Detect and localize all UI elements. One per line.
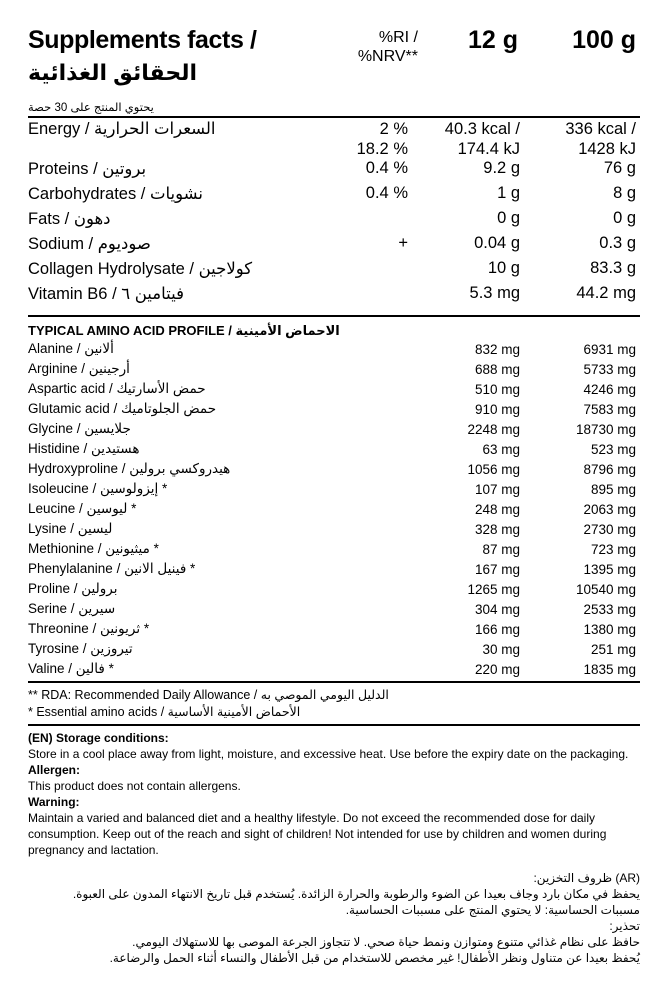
ar-line-4: تحذير: [609,919,640,933]
amino-per-100g: 2533 mg [583,601,636,617]
amino-row [28,579,640,599]
amino-per-12g: 63 mg [482,441,520,457]
amino-name: Phenylalanine / فينيل الانين * [28,561,196,576]
amino-row [28,339,640,359]
ar-line-1: (AR) ظروف التخزين: [533,871,640,885]
nutrient-row [28,209,640,234]
nutrient-ri [328,209,408,234]
essential-note: * Essential amino acids / الأحماض الأمينية الأساسية [28,705,301,719]
nutrient-name [28,184,328,209]
amino-per-12g: 220 mg [474,661,520,677]
nutrient-ri [328,159,408,184]
amino-per-12g: 688 mg [474,361,520,377]
nutrient-per-12g [408,259,520,284]
nutrient-row [28,234,640,259]
amino-name: Threonine / ثريونين * [28,621,150,636]
nutrient-row [28,284,640,309]
nutrient-per-100g [520,209,640,234]
amino-row [28,479,640,499]
amino-per-100g: 5733 mg [583,361,636,377]
amino-table [28,339,640,679]
amino-name: Glycine / جلايسين [28,421,131,436]
amino-per-12g: 30 mg [482,641,520,657]
nutrient-ri [328,184,408,209]
nutrient-name-line: Collagen Hydrolysate / كولاجين [28,260,253,278]
amino-row [28,599,640,619]
nutrient-per-100g [520,184,640,209]
nutrient-per-100g-line: 8 g [613,184,636,202]
amino-name: Serine / سيرين [28,601,116,616]
nutrient-per-12g-line: 1 g [497,184,520,202]
nutrient-per-12g-line: 40.3 kcal / [444,120,520,138]
ar-line-5: حافظ على نظام غذائي متنوع ومتوازن ونمط حياة صحي. لا تتجاوز الجرعة الموصى بها للاستهلاك اليومي. [132,935,640,949]
column-12g-label: 12 g [467,26,518,54]
nutrient-per-12g [408,184,520,209]
amino-name: Histidine / هستيدين [28,441,140,456]
nutrient-per-100g-line: 1428 kJ [578,140,636,158]
nutrient-row [28,184,640,209]
nutrient-ri-line: 0.4 % [365,184,408,202]
amino-row [28,639,640,659]
amino-per-100g: 10540 mg [575,581,636,597]
nutrient-name [28,159,328,184]
nutrient-ri-line: 18.2 % [356,140,408,158]
nutrient-per-100g [520,234,640,259]
amino-name: Glutamic acid / حمض الجلوتاميك [28,401,217,416]
facts-header [28,26,640,98]
nutrient-name [28,259,328,284]
nutrient-ri [328,118,408,159]
nutrient-per-100g [520,284,640,309]
nutrient-per-100g [520,159,640,184]
ri-label-1: %RI / [378,29,418,46]
amino-name: Proline / برولين [28,581,118,596]
nutrient-name [28,209,328,234]
storage-text: Store in a cool place away from light, moisture, and excessive heat. Use before the expiry date on the packaging. [28,747,629,761]
supplement-facts-panel [28,26,640,966]
nutrient-per-12g-line: 0.04 g [474,234,520,252]
nutrient-per-12g [408,284,520,309]
amino-per-100g: 6931 mg [583,341,636,357]
amino-name: Alanine / ألانين [28,341,114,356]
ar-line-6: يُحفظ بعيدا عن متناول ونظر الأطفال! غير مخصص للاستخدام من قبل الأطفال والنساء أثناء الحمل والرضاعة. [109,951,640,965]
amino-row [28,499,640,519]
amino-per-100g: 4246 mg [583,381,636,397]
nutrient-per-12g-line: 0 g [497,209,520,227]
amino-name: Arginine / أرجينين [28,361,130,376]
ri-label-2: %NRV** [357,48,418,65]
nutrients-table [28,118,640,309]
amino-row [28,619,640,639]
nutrient-ri [328,259,408,284]
amino-name: Leucine / ليوسين * [28,501,137,516]
nutrient-per-100g-line: 0 g [613,209,636,227]
amino-row [28,539,640,559]
nutrient-name-line: Fats / دهون [28,210,111,228]
nutrient-row [28,259,640,284]
ar-line-3: مسببات الحساسية: لا يحتوي المنتج على مسببات الحساسية. [345,903,640,917]
amino-row [28,519,640,539]
nutrient-per-100g-line: 336 kcal / [565,120,636,138]
title-en: Supplements facts / [28,26,257,54]
amino-row [28,659,640,679]
nutrient-name [28,234,328,259]
amino-per-12g: 87 mg [482,541,520,557]
amino-per-12g: 107 mg [474,481,520,497]
storage-heading: (EN) Storage conditions: [28,731,169,745]
nutrient-name [28,118,328,159]
amino-per-12g: 910 mg [474,401,520,417]
amino-per-100g: 1380 mg [583,621,636,637]
amino-title: TYPICAL AMINO ACID PROFILE / الاحماض الأمينية [28,323,340,338]
nutrient-per-100g [520,259,640,284]
amino-per-100g: 18730 mg [575,421,636,437]
footnotes [28,683,640,724]
ri-column-label [346,28,418,66]
nutrient-per-12g [408,118,520,159]
nutrient-per-12g-line: 9.2 g [483,159,520,177]
amino-per-100g: 2063 mg [583,501,636,517]
nutrient-per-12g-line: 174.4 kJ [457,140,520,158]
rda-note: ** RDA: Recommended Daily Allowance / الدليل اليومي الموصي به [28,688,389,702]
nutrient-name [28,284,328,309]
nutrient-per-12g-line: 5.3 mg [469,284,520,302]
nutrient-per-12g [408,234,520,259]
amino-name: Valine / فالين * [28,661,114,676]
amino-per-100g: 723 mg [590,541,636,557]
nutrient-per-12g-line: 10 g [487,259,520,277]
serving-note: يحتوي المنتج على 30 حصة [28,102,154,114]
warning-text: Maintain a varied and balanced diet and a healthy lifestyle. Do not exceed the recommended dose for daily consumption. Keep out of the reach and sight of children! Not intended for use by children and women during pregnancy and lactation. [28,811,607,857]
amino-name: Isoleucine / إيزولوسين * [28,481,168,496]
amino-name: Tyrosine / تيروزين [28,641,133,656]
amino-per-100g: 7583 mg [583,401,636,417]
amino-per-100g: 523 mg [590,441,636,457]
nutrient-per-100g [520,118,640,159]
amino-row [28,459,640,479]
amino-per-12g: 166 mg [474,621,520,637]
storage-section-ar [28,870,640,966]
amino-row [28,439,640,459]
amino-per-100g: 895 mg [590,481,636,497]
nutrient-row [28,118,640,159]
nutrient-per-100g-line: 76 g [603,159,636,177]
nutrient-ri [328,284,408,309]
warning-heading: Warning: [28,795,80,809]
amino-per-12g: 510 mg [474,381,520,397]
amino-per-12g: 832 mg [474,341,520,357]
nutrient-per-100g-line: 0.3 g [599,234,636,252]
amino-per-100g: 1835 mg [583,661,636,677]
title-ar: الحقائق الغذائية [28,60,198,85]
nutrient-per-12g [408,159,520,184]
amino-per-12g: 2248 mg [467,421,520,437]
nutrient-row [28,159,640,184]
nutrient-ri-line: 2 % [379,120,408,138]
storage-section-en [28,726,640,858]
amino-name: Methionine / ميثيونين * [28,541,159,556]
nutrient-name-line: Energy / السعرات الحرارية [28,120,216,138]
nutrient-name-line: Carbohydrates / نشويات [28,185,203,203]
ar-line-2: يحفظ في مكان بارد وجاف بعيدا عن الضوء والرطوبة والحرارة الزائدة. يُستخدم قبل تاريخ الانتهاء المدون على العبوة. [72,887,640,901]
nutrient-ri-line: 0.4 % [365,159,408,177]
amino-per-100g: 2730 mg [583,521,636,537]
allergen-heading: Allergen: [28,763,81,777]
amino-per-100g: 1395 mg [583,561,636,577]
amino-per-12g: 248 mg [474,501,520,517]
amino-per-12g: 304 mg [474,601,520,617]
amino-row [28,359,640,379]
amino-per-12g: 1265 mg [467,581,520,597]
amino-per-12g: 1056 mg [467,461,520,477]
amino-row [28,559,640,579]
nutrient-name-line: Proteins / بروتين [28,160,147,178]
amino-name: Lysine / ليسين [28,521,113,536]
amino-per-100g: 251 mg [590,641,636,657]
nutrient-ri [328,234,408,259]
amino-row [28,419,640,439]
nutrient-per-12g [408,209,520,234]
amino-per-12g: 328 mg [474,521,520,537]
amino-per-100g: 8796 mg [583,461,636,477]
column-100g-label: 100 g [572,26,636,54]
amino-name: Hydroxyproline / هيدروكسي برولين [28,461,231,476]
nutrient-per-100g-line: 83.3 g [590,259,636,277]
nutrient-name-line: Vitamin B6 / فيتامين ٦ [28,285,184,303]
nutrient-name-line: Sodium / صوديوم [28,235,151,253]
amino-row [28,399,640,419]
nutrient-ri-line: + [398,234,408,252]
amino-row [28,379,640,399]
allergen-text: This product does not contain allergens. [28,779,241,793]
nutrient-per-100g-line: 44.2 mg [576,284,636,302]
amino-name: Aspartic acid / حمض الأسارتيك [28,381,206,396]
amino-per-12g: 167 mg [474,561,520,577]
